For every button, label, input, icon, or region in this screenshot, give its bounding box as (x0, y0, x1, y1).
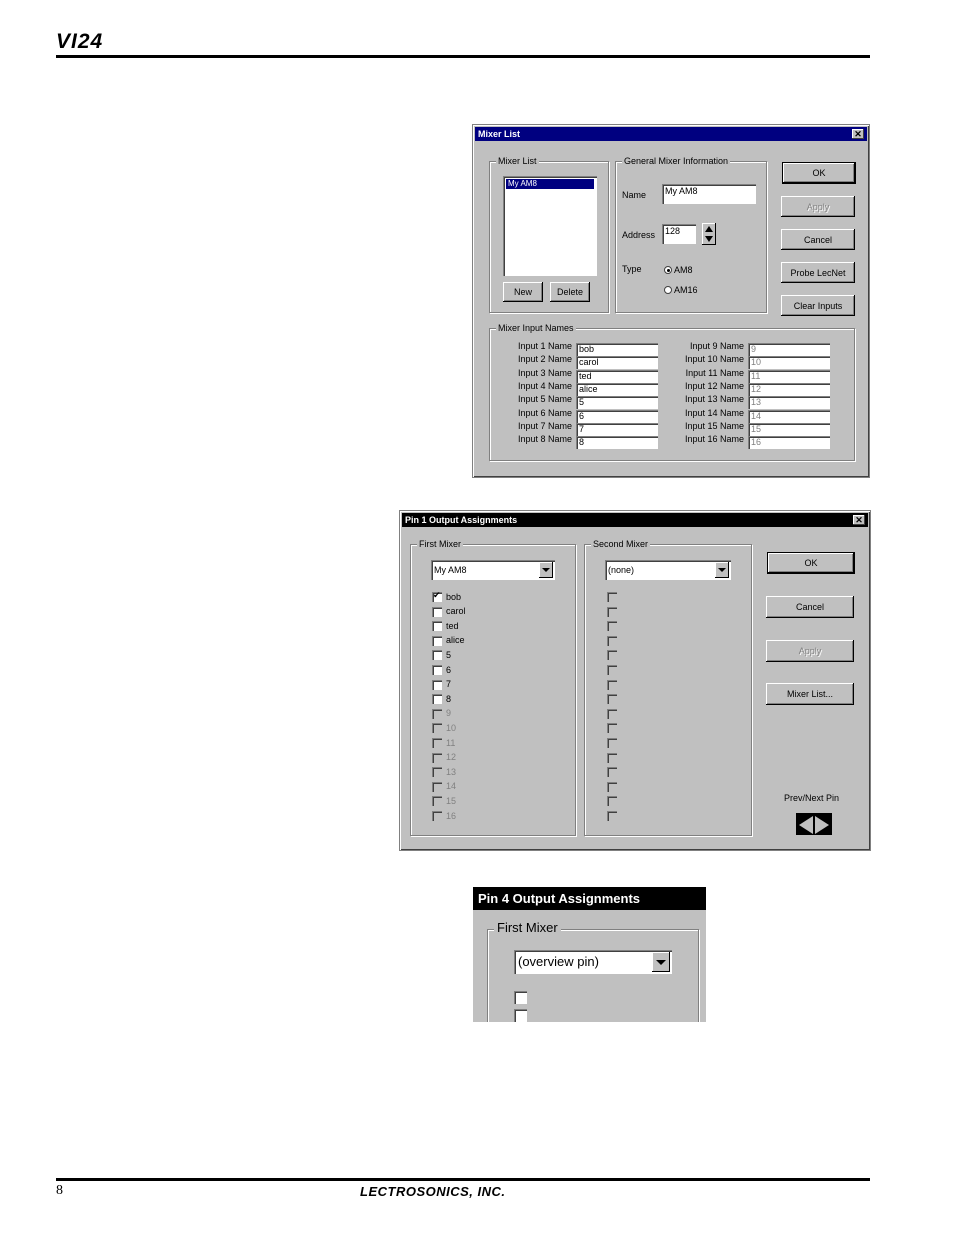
mixer-list-group (489, 156, 609, 313)
input-name-label: Input 9 Name (689, 341, 744, 351)
input-names-group-label: Mixer Input Names (498, 323, 574, 333)
pin4-dialog-crop (473, 887, 706, 1022)
input-names-group (489, 323, 855, 461)
output-checkbox-label: 10 (446, 722, 457, 733)
prev-next-pin-buttons[interactable] (796, 813, 832, 835)
ok-button[interactable]: OK (783, 163, 855, 183)
second-mixer-group-label: Second Mixer (593, 539, 649, 549)
output-checkbox[interactable] (607, 767, 617, 777)
input-name-label: Input 1 Name (517, 341, 572, 351)
input-name-label: Input 11 Name (685, 367, 744, 378)
footer-company: LECTROSONICS, INC. (360, 1184, 506, 1199)
clear-inputs-button[interactable]: Clear Inputs (781, 295, 855, 316)
pin1-titlebar[interactable] (402, 513, 868, 527)
first-mixer-group (410, 539, 576, 836)
output-checkbox[interactable] (432, 636, 442, 646)
output-checkbox-label: ted (446, 620, 459, 631)
input-name-label: Input 15 Name (684, 420, 744, 431)
type-radio-am8[interactable] (664, 266, 672, 274)
mixer-list-titlebar[interactable] (475, 127, 867, 141)
output-checkbox-label: 7 (446, 679, 452, 690)
address-field[interactable]: 128 (662, 224, 696, 244)
chevron-down-icon[interactable] (539, 562, 553, 578)
output-checkbox[interactable] (607, 753, 617, 763)
pin4-checkbox-1[interactable] (514, 991, 527, 1004)
output-checkbox[interactable] (607, 636, 617, 646)
output-checkbox-label: 13 (446, 766, 457, 777)
first-mixer-combo-value: My AM8 (434, 565, 467, 575)
general-info-group (615, 156, 767, 313)
output-checkbox[interactable] (607, 621, 617, 631)
output-checkbox-label: 6 (446, 664, 452, 675)
probe-lecnet-button[interactable]: Probe LecNet (781, 262, 855, 283)
pin4-first-mixer-label: First Mixer (494, 920, 561, 936)
input-name-label: Input 4 Name (517, 380, 572, 391)
input-name-label: Input 10 Name (684, 354, 744, 365)
page-header-title: VI24 (56, 30, 104, 53)
first-mixer-group-label: First Mixer (419, 539, 461, 549)
pin4-title: Pin 4 Output Assignments (478, 891, 641, 906)
input-name-field[interactable]: 10 (748, 356, 830, 369)
list-item-selected[interactable]: My AM8 (506, 179, 594, 189)
input-name-label: Input 12 Name (684, 380, 744, 391)
input-name-field[interactable]: carol (576, 356, 658, 369)
input-name-field[interactable]: alice (576, 383, 658, 396)
arrow-left-icon[interactable] (799, 816, 813, 834)
output-checkbox-label: 11 (446, 737, 456, 748)
output-checkbox[interactable] (607, 607, 617, 617)
pin4-combo[interactable] (514, 950, 672, 974)
output-checkbox[interactable] (432, 753, 442, 763)
address-label: Address (622, 230, 656, 240)
type-radio-am16[interactable] (664, 286, 672, 294)
type-option-am16: AM16 (674, 285, 698, 295)
output-checkbox[interactable] (432, 738, 442, 748)
delete-button[interactable]: Delete (550, 282, 590, 302)
input-name-field[interactable]: 13 (748, 396, 830, 409)
output-checkbox[interactable] (432, 782, 442, 792)
output-checkbox[interactable] (432, 665, 442, 675)
input-name-label: Input 8 Name (517, 434, 572, 445)
input-name-label: Input 2 Name (517, 354, 572, 365)
output-checkbox-label: 15 (446, 795, 457, 806)
input-name-field[interactable]: 15 (748, 423, 830, 436)
output-checkbox[interactable] (607, 811, 617, 821)
apply-button[interactable]: Apply (766, 640, 854, 662)
input-name-field[interactable]: 14 (748, 410, 830, 423)
input-name-field[interactable]: 16 (748, 436, 830, 449)
output-checkbox-label: 16 (446, 810, 457, 821)
output-checkbox[interactable] (432, 723, 442, 733)
pin4-first-mixer-group (487, 920, 699, 1022)
new-button[interactable]: New (503, 282, 543, 302)
output-checkbox-label: 5 (446, 649, 452, 660)
output-checkbox[interactable] (432, 709, 442, 719)
output-checkbox[interactable] (607, 738, 617, 748)
second-mixer-combo-value: (none) (608, 565, 635, 575)
pin4-checkbox-2[interactable] (514, 1009, 527, 1022)
input-name-label: Input 5 Name (517, 394, 572, 405)
chevron-down-icon[interactable] (652, 952, 670, 972)
output-checkbox[interactable] (432, 767, 442, 777)
output-checkbox-label: carol (446, 606, 466, 617)
close-icon[interactable]: ✕ (852, 129, 864, 139)
cancel-button[interactable]: Cancel (766, 596, 854, 618)
first-mixer-combo[interactable] (431, 560, 555, 580)
output-checkbox[interactable] (432, 621, 442, 631)
pin4-combo-value: (overview pin) (518, 954, 599, 969)
input-name-field[interactable]: 11 (748, 370, 830, 383)
output-checkbox[interactable] (432, 694, 442, 704)
input-name-label: Input 7 Name (517, 420, 572, 431)
mixer-list-button[interactable]: Mixer List... (766, 683, 854, 705)
mixer-listbox[interactable] (503, 176, 597, 276)
output-checkbox[interactable] (432, 607, 442, 617)
input-name-field[interactable]: ted (576, 370, 658, 383)
output-checkbox[interactable] (432, 811, 442, 821)
mixer-list-title: Mixer List (478, 129, 521, 139)
pin1-dialog (399, 510, 871, 851)
output-checkbox[interactable] (607, 782, 617, 792)
mixer-list-group-label: Mixer List (498, 156, 537, 166)
page-number: 8 (56, 1183, 63, 1198)
input-name-field[interactable]: bob (576, 343, 658, 356)
output-checkbox-label: alice (446, 635, 465, 646)
second-mixer-group (584, 539, 752, 836)
output-checkbox[interactable] (607, 592, 617, 602)
pin4-titlebar[interactable] (473, 887, 706, 910)
ok-button[interactable]: OK (768, 553, 854, 573)
input-name-field[interactable]: 6 (576, 410, 658, 423)
name-label: Name (622, 190, 647, 200)
output-checkbox[interactable] (432, 650, 442, 660)
output-checkbox[interactable] (607, 694, 617, 704)
input-name-field[interactable]: 5 (576, 396, 658, 409)
name-field[interactable]: My AM8 (662, 184, 756, 204)
output-checkbox[interactable] (607, 723, 617, 733)
output-checkbox[interactable] (607, 650, 617, 660)
output-checkbox-label: 12 (446, 752, 457, 763)
chevron-down-icon[interactable] (715, 562, 729, 578)
pin1-title: Pin 1 Output Assignments (405, 515, 518, 525)
input-name-label: Input 3 Name (517, 367, 572, 378)
input-name-label: Input 6 Name (517, 407, 572, 418)
cancel-button[interactable]: Cancel (781, 229, 855, 250)
type-label: Type (622, 264, 642, 274)
output-checkbox[interactable] (607, 665, 617, 675)
output-checkbox[interactable] (432, 680, 442, 690)
output-checkbox-label: 8 (446, 693, 452, 704)
mixer-list-dialog (472, 124, 870, 478)
output-checkbox[interactable] (432, 592, 442, 602)
input-name-label: Input 16 Name (684, 434, 744, 445)
apply-button[interactable]: Apply (781, 196, 855, 217)
output-checkbox[interactable] (607, 709, 617, 719)
general-info-group-label: General Mixer Information (624, 156, 729, 166)
output-checkbox[interactable] (607, 680, 617, 690)
type-option-am8: AM8 (674, 265, 693, 275)
close-icon[interactable]: ✕ (853, 515, 865, 525)
input-name-field[interactable]: 12 (748, 383, 830, 396)
address-spinner[interactable] (702, 223, 716, 245)
header-rule (56, 55, 870, 58)
prev-next-label: Prev/Next Pin (784, 793, 840, 803)
input-name-field[interactable]: 7 (576, 423, 658, 436)
arrow-right-icon[interactable] (815, 816, 829, 834)
input-name-label: Input 13 Name (684, 394, 744, 405)
output-checkbox[interactable] (432, 796, 442, 806)
input-name-field[interactable]: 8 (576, 436, 658, 449)
footer-rule (56, 1178, 870, 1181)
input-name-label: Input 14 Name (684, 407, 744, 418)
second-mixer-combo[interactable] (605, 560, 731, 580)
output-checkbox-label: bob (446, 591, 462, 602)
output-checkbox-label: 14 (446, 781, 457, 792)
input-name-field[interactable]: 9 (748, 343, 830, 356)
output-checkbox[interactable] (607, 796, 617, 806)
output-checkbox-label: 9 (446, 708, 452, 719)
